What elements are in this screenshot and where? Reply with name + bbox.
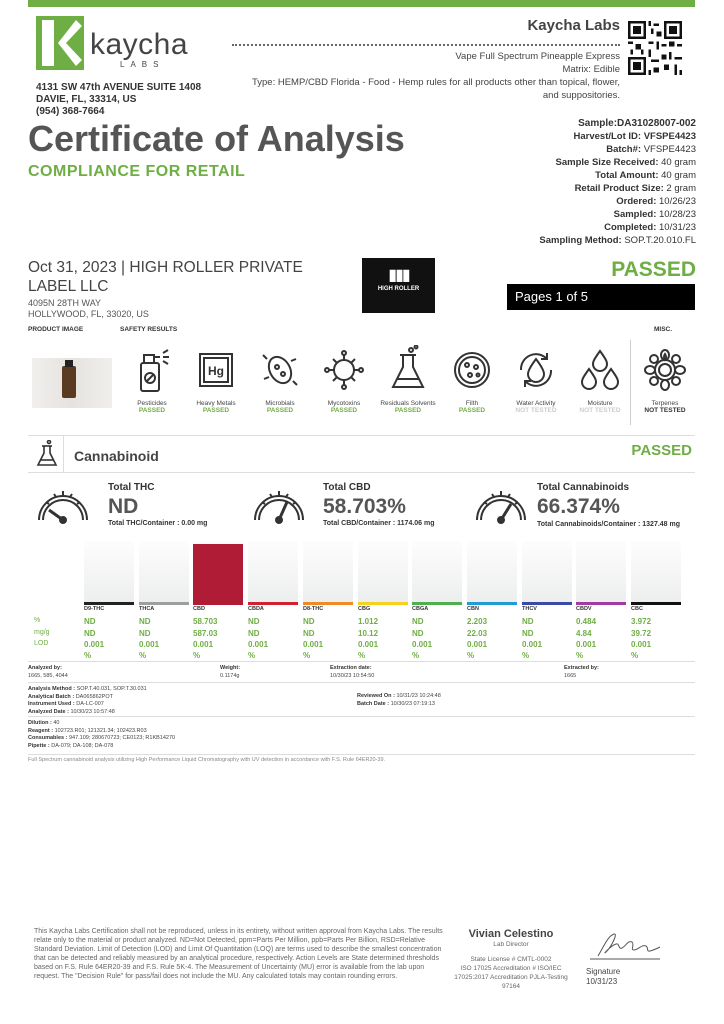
- analyte-color-line: [139, 602, 189, 605]
- analysis-details: Analysis Method : SOP.T.40.031, SOP.T.30.031 Analytical Batch : DA065862POT Instrument Used : DA-LC-007 Analyzed Date : 10/30/23 10:57:48: [28, 686, 147, 715]
- weight: Weight: 0.1174g: [220, 665, 241, 679]
- safety-mycotoxins: Mycotoxins PASSED: [312, 345, 376, 414]
- svg-text:Hg: Hg: [208, 364, 224, 378]
- divider: [28, 754, 695, 755]
- reagent-details: Dilution : 40 Reagent : 102723.R01; 121321.34; 102423.R03 Consumables : 947.109; 280670723; CE0123; R1KB14270 Pipette : DA-079; DA-108; DA-078: [28, 720, 176, 749]
- analyte-mg-cell: ND: [248, 629, 260, 638]
- analyte-lod-cell: 0.001: [193, 640, 214, 649]
- total-thc-label: Total THC: [108, 482, 155, 493]
- analyte-lod-cell: 0.001: [467, 640, 488, 649]
- analyte-color-line: [248, 602, 298, 605]
- analyte-bar-cbda: [248, 541, 298, 604]
- safety-residual-solvents: Residuals Solvents PASSED: [376, 345, 440, 414]
- analyte-color-line: [412, 602, 462, 605]
- analyte-bar-cbn: [467, 541, 517, 604]
- lab-director: Vivian Celestino Lab Director State License # CMTL-0002 ISO 17025 Accreditation # ISO/IEC 17025:2017 Accreditation PJLA-Testing 97164: [454, 928, 568, 990]
- analyte-lod-cell: 0.001: [84, 640, 105, 649]
- analyte-unit-cell: %: [412, 651, 420, 660]
- analyte-unit-cell: %: [248, 651, 256, 660]
- analyte-color-line: [358, 602, 408, 605]
- harvest-lot: Harvest/Lot ID: VFSPE4423: [573, 131, 696, 142]
- signature-block: Signature 10/31/23: [586, 928, 676, 987]
- safety-pesticides: Pesticides PASSED: [120, 345, 184, 414]
- analyte-name: D8-THC: [303, 606, 324, 612]
- client-logo: ▮▮▮ HIGH ROLLER: [362, 258, 435, 313]
- analyte-pct-cell: ND: [139, 617, 151, 626]
- flower-icon: [642, 345, 688, 395]
- row-label-percent: %: [34, 617, 41, 624]
- analyte-mg-cell: ND: [84, 629, 96, 638]
- cannabinoid-status: PASSED: [631, 442, 692, 459]
- analyte-mg-cell: 22.03: [467, 629, 488, 638]
- client-address: 4095N 28TH WAY HOLLYWOOD, FL, 33020, US: [28, 298, 149, 319]
- divider: [28, 716, 695, 717]
- heavy-metals-icon: [193, 345, 239, 395]
- analyte-lod-cell: 0.001: [358, 640, 379, 649]
- analyte-name: D9-THC: [84, 606, 105, 612]
- analyzed-by: Analyzed by: 1665, 585, 4044: [28, 665, 68, 679]
- analyte-name: CBDV: [576, 606, 592, 612]
- analyte-name: THCV: [522, 606, 537, 612]
- row-label-lod: LOD: [34, 640, 49, 647]
- water-drops-icon: [577, 345, 623, 395]
- analyte-pct-cell: ND: [303, 617, 315, 626]
- disclaimer: This Kaycha Labs Certification shall not be reproduced, unless in its entirety, without written approval from Kaycha Labs. The results relate only to the material or product analyzed. ND=Not Detected, ppm=Parts Per Million, ppb=Parts Per Billion, RSD=Relative Standard Deviation. Limit of Detection (LOD) and Limit Of Quantitation (LOQ) are terms used to describe the smallest concentration that can be detected and reliably measured by an analytical procedure, respectively. Action Levels are State determined thresholds based on F.S. Rule 64ER20-39 and F.S. Rule 5K-4. The Measurement of Uncertainty (MU) error is available from the lab upon request. The "Decision Rule" for pass/fail does not include the MU. Any calculated totals may contain rounding errors.: [34, 928, 443, 980]
- analyte-mg-cell: 10.12: [358, 629, 379, 638]
- sample-id: Sample:DA31028007-002: [578, 118, 696, 129]
- analyte-pct-cell: ND: [248, 617, 260, 626]
- analyte-pct-cell: ND: [84, 617, 96, 626]
- safety-results-label: SAFETY RESULTS: [120, 326, 178, 333]
- total-cbd-container: Total CBD/Container : 1174.06 mg: [323, 520, 435, 527]
- analyte-unit-cell: %: [358, 651, 366, 660]
- product-info: Vape Full Spectrum Pineapple Express Matrix: Edible: [455, 51, 620, 75]
- analyte-color-line: [631, 602, 681, 605]
- logo-text: kaycha: [90, 28, 189, 61]
- analyte-lod-cell: 0.001: [412, 640, 433, 649]
- total-cannabinoids-label: Total Cannabinoids: [537, 482, 630, 493]
- analyte-mg-cell: ND: [412, 629, 424, 638]
- water-drop-cycle-icon: [513, 345, 559, 395]
- top-accent-bar: [28, 0, 695, 7]
- lab-address: 4131 SW 47th AVENUE SUITE 1408 DAVIE, FL, 33314, US (954) 368-7664: [36, 82, 202, 117]
- analyte-pct-cell: 58.703: [193, 617, 218, 626]
- analyte-pct-cell: 2.203: [467, 617, 488, 626]
- analyte-bar-cbc: [631, 541, 681, 604]
- total-cbd-value: 58.703%: [323, 495, 406, 518]
- analyte-pct-cell: 0.484: [576, 617, 597, 626]
- divider: [232, 44, 620, 46]
- header-separator: [63, 436, 64, 472]
- misc-separator: [630, 340, 631, 425]
- analyte-bar-fill: [193, 544, 243, 604]
- extracted-by: Extracted by: 1665: [564, 665, 599, 679]
- row-label-mgg: mg/g: [34, 629, 50, 636]
- analyte-pct-cell: ND: [412, 617, 424, 626]
- analyte-lod-cell: 0.001: [522, 640, 543, 649]
- total-cbd-label: Total CBD: [323, 482, 371, 493]
- total-cannabinoids-container: Total Cannabinoids/Container : 1327.48 mg: [537, 521, 681, 528]
- analyte-unit-cell: %: [576, 651, 584, 660]
- analyte-name: CBGA: [412, 606, 429, 612]
- gauge-icon: [250, 480, 308, 528]
- analyte-bar-d8-thc: [303, 541, 353, 604]
- microbe-icon: [257, 345, 303, 395]
- virus-icon: [321, 345, 367, 395]
- flask-icon: [36, 440, 58, 468]
- analyte-lod-cell: 0.001: [139, 640, 160, 649]
- analyte-name: THCA: [139, 606, 155, 612]
- analyte-unit-cell: %: [522, 651, 530, 660]
- misc-label: MISC.: [654, 326, 673, 333]
- analyte-bar-thca: [139, 541, 189, 604]
- gauge-icon: [34, 480, 92, 528]
- analyte-color-line: [303, 602, 353, 605]
- qr-code-icon: [628, 21, 682, 75]
- analyte-bar-cbga: [412, 541, 462, 604]
- safety-filth: Filth PASSED: [440, 345, 504, 414]
- petri-dish-icon: [449, 345, 495, 395]
- analyte-name: CBG: [358, 606, 371, 612]
- misc-terpenes: Terpenes NOT TESTED: [633, 345, 697, 414]
- signature-image: [586, 928, 666, 962]
- page-counter: Pages 1 of 5: [507, 284, 695, 310]
- analyte-bar-cbg: [358, 541, 408, 604]
- analyte-bar-d9-thc: [84, 541, 134, 604]
- analyte-lod-cell: 0.001: [303, 640, 324, 649]
- analyte-color-line: [193, 602, 243, 605]
- gauge-icon: [472, 480, 530, 528]
- analyte-unit-cell: %: [467, 651, 475, 660]
- page-subtitle: COMPLIANCE FOR RETAIL: [28, 163, 246, 180]
- analyte-lod-cell: 0.001: [248, 640, 269, 649]
- analyte-bar-cbd: [193, 541, 243, 604]
- divider: [28, 682, 695, 683]
- product-bottle: [62, 366, 76, 398]
- analyte-pct-cell: 3.972: [631, 617, 652, 626]
- lab-name: Kaycha Labs: [527, 17, 620, 34]
- analyte-unit-cell: %: [139, 651, 147, 660]
- total-thc-container: Total THC/Container : 0.00 mg: [108, 520, 208, 527]
- safety-heavy-metals: Hg Heavy Metals PASSED: [184, 345, 248, 414]
- page-title: Certificate of Analysis: [28, 118, 405, 159]
- spray-bottle-icon: [129, 345, 175, 395]
- analyte-bar-thcv: [522, 541, 572, 604]
- safety-moisture: Moisture NOT TESTED: [568, 345, 632, 414]
- client-date-name: Oct 31, 2023 | HIGH ROLLER PRIVATE LABEL LLC: [28, 259, 303, 295]
- review-details: Reviewed On : 10/31/23 10:24:48 Batch Date : 10/30/23 07:19:13: [357, 693, 441, 707]
- analyte-name: CBD: [193, 606, 205, 612]
- analyte-color-line: [467, 602, 517, 605]
- analyte-mg-cell: ND: [139, 629, 151, 638]
- analyte-mg-cell: 4.84: [576, 629, 592, 638]
- analyte-color-line: [522, 602, 572, 605]
- extraction-date: Extraction date: 10/30/23 10:54:50: [330, 665, 375, 679]
- analyte-mg-cell: 39.72: [631, 629, 652, 638]
- total-thc-value: ND: [108, 495, 139, 518]
- divider: [28, 661, 695, 662]
- analyte-unit-cell: %: [193, 651, 201, 660]
- analyte-unit-cell: %: [303, 651, 311, 660]
- sample-metadata: Sample:DA31028007-002 Harvest/Lot ID: VFSPE4423 Batch#: VFSPE4423 Sample Size Received: 40 gram Total Amount: 40 gram Retail Product Size: 2 gram Ordered: 10/26/23 Sampled: 10/28/23 Completed: 10/31/23 Sampling Method: SOP.T.20.010.FL: [539, 118, 696, 246]
- safety-microbials: Microbials PASSED: [248, 345, 312, 414]
- cannabinoid-title: Cannabinoid: [74, 448, 159, 464]
- analyte-mg-cell: 587.03: [193, 629, 218, 638]
- analyte-name: CBN: [467, 606, 479, 612]
- analyte-name: CBDA: [248, 606, 264, 612]
- overall-status: PASSED: [611, 258, 696, 281]
- product-type: Type: HEMP/CBD Florida - Food - Hemp rules for all products other than topical, flower, and suppositories.: [251, 77, 620, 101]
- analyte-bar-cbdv: [576, 541, 626, 604]
- flask-icon: [385, 345, 431, 395]
- total-cannabinoids-value: 66.374%: [537, 495, 620, 518]
- analyte-color-line: [84, 602, 134, 605]
- method-note: Full Spectrum cannabinoid analysis utilizing High Performance Liquid Chromatography with UV detection in accordance with F.S. Rule 64ER20-39.: [28, 757, 386, 763]
- analyte-lod-cell: 0.001: [631, 640, 652, 649]
- analyte-name: CBC: [631, 606, 643, 612]
- analyte-unit-cell: %: [84, 651, 92, 660]
- logo-subtext: LABS: [120, 60, 165, 69]
- product-image-label: PRODUCT IMAGE: [28, 326, 84, 333]
- analyte-mg-cell: ND: [303, 629, 315, 638]
- analyte-pct-cell: ND: [522, 617, 534, 626]
- safety-water-activity: Water Activity NOT TESTED: [504, 345, 568, 414]
- kaycha-logo-icon: [36, 16, 84, 70]
- analyte-pct-cell: 1.012: [358, 617, 379, 626]
- analyte-lod-cell: 0.001: [576, 640, 597, 649]
- analyte-mg-cell: ND: [522, 629, 534, 638]
- analyte-unit-cell: %: [631, 651, 639, 660]
- analyte-color-line: [576, 602, 626, 605]
